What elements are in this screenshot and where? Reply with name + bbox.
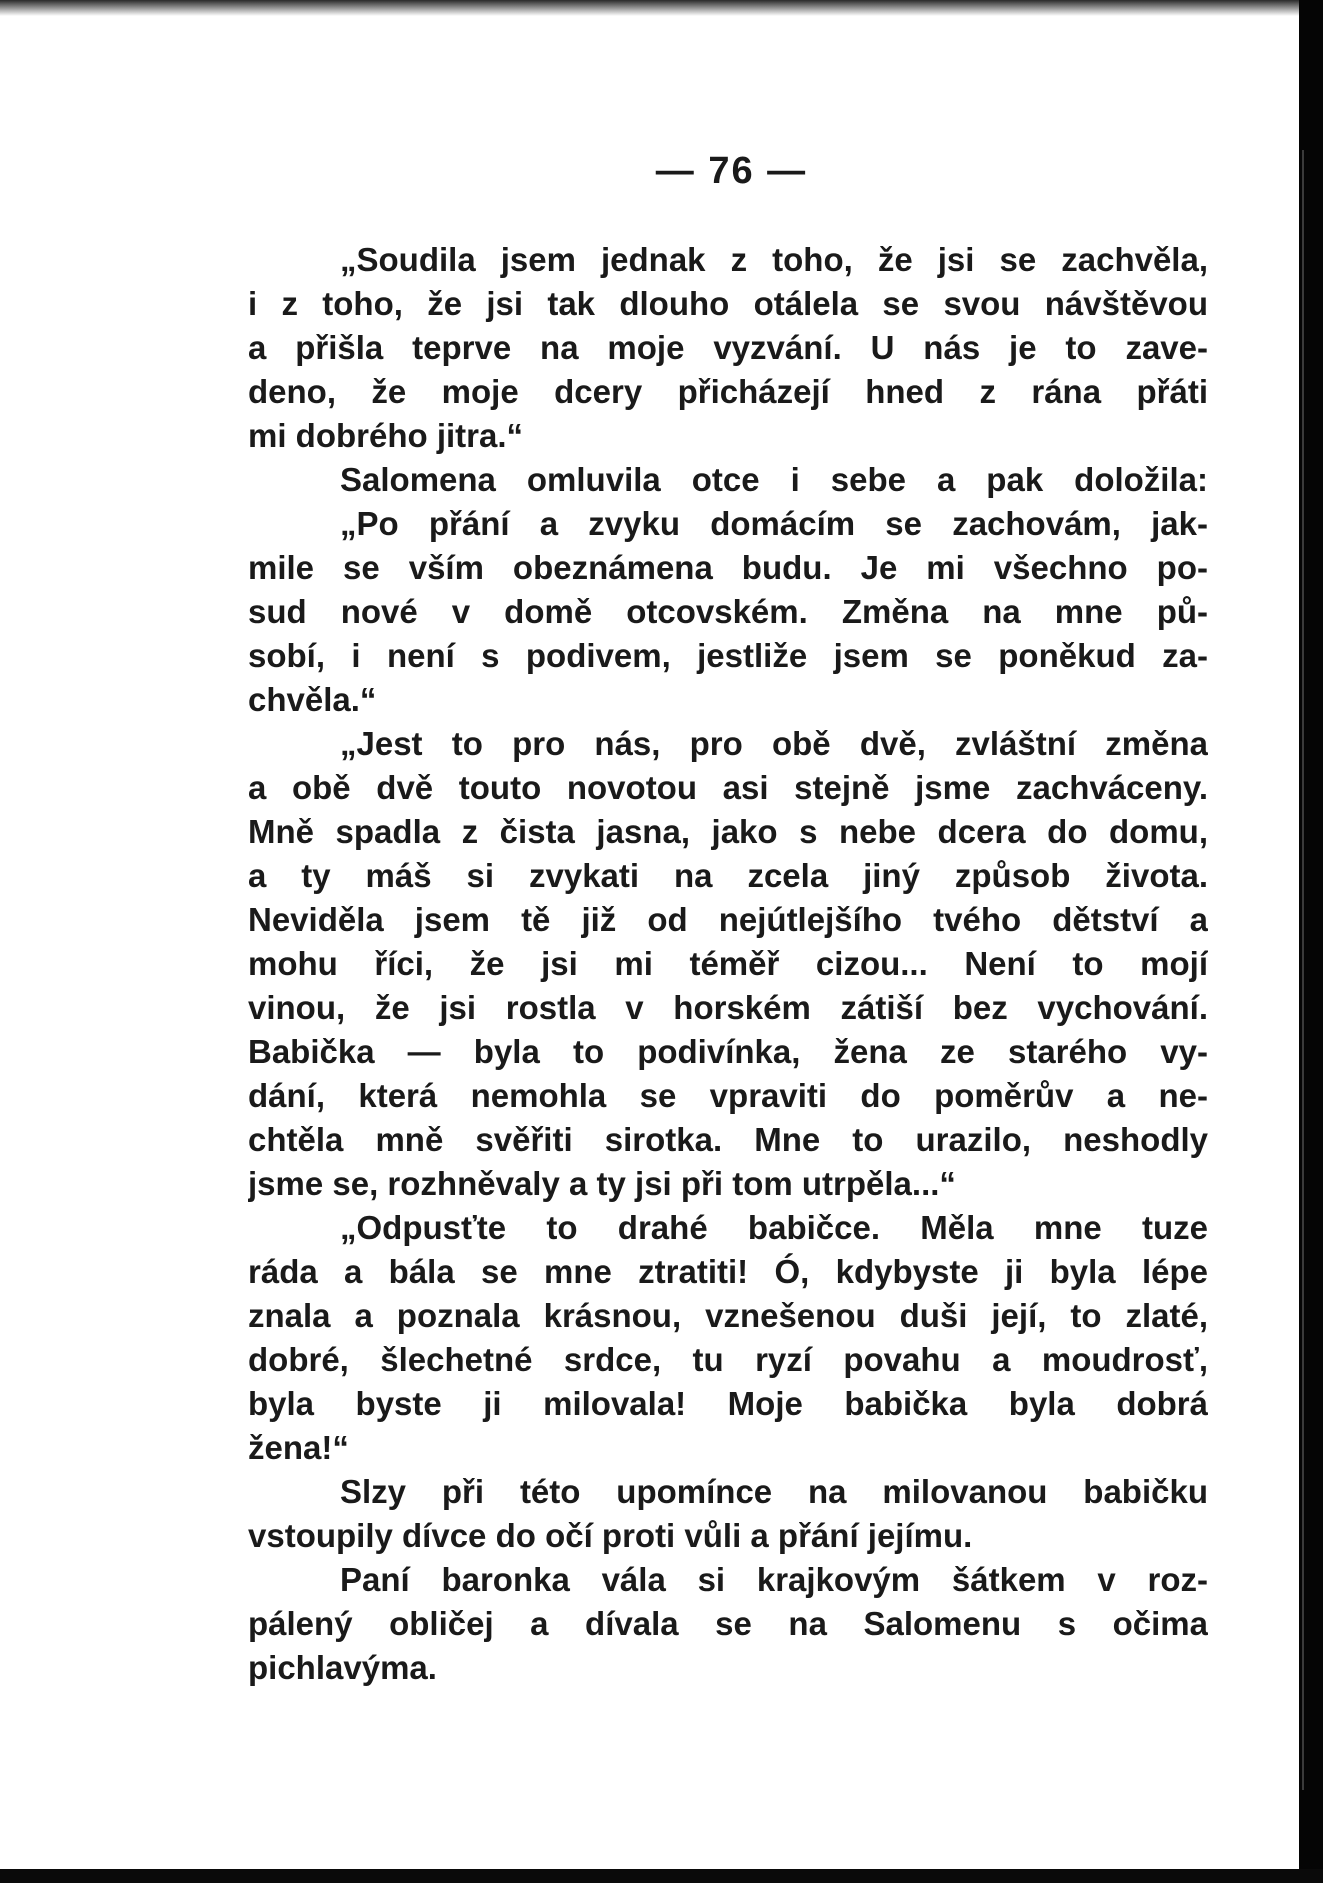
text-line: Neviděla jsem tě již od nejútlejšího tvého dětství a: [248, 901, 1208, 938]
scan-edge-top: [0, 0, 1323, 16]
text-line: vstoupily dívce do očí proti vůli a přání jejímu.: [248, 1517, 973, 1554]
text-line: sud nové v domě otcovském. Změna na mne pů-: [248, 593, 1208, 630]
text-line: „Odpusťte to drahé babičce. Měla mne tuze: [340, 1209, 1208, 1246]
text-line: pichlavýma.: [248, 1649, 437, 1686]
text-line: mile se vším obeznámena budu. Je mi všechno po-: [248, 549, 1208, 586]
margin-rule: [1302, 150, 1304, 1790]
text-line: a přišla teprve na moje vyzvání. U nás je to zave-: [248, 329, 1208, 366]
text-line: dobré, šlechetné srdce, tu ryzí povahu a moudrosť,: [248, 1341, 1208, 1378]
text-line: i z toho, že jsi tak dlouho otálela se svou návštěvou: [248, 285, 1208, 322]
text-line: znala a poznala krásnou, vznešenou duši její, to zlaté,: [248, 1297, 1208, 1334]
text-line: sobí, i není s podivem, jestliže jsem se poněkud za-: [248, 637, 1208, 674]
text-line: Slzy při této upomínce na milovanou babičku: [340, 1473, 1208, 1510]
text-line: Babička — byla to podivínka, žena ze starého vy-: [248, 1033, 1208, 1070]
text-line: a obě dvě touto novotou asi stejně jsme zachváceny.: [248, 769, 1208, 806]
text-line: byla byste ji milovala! Moje babička byla dobrá: [248, 1385, 1208, 1422]
text-line: a ty máš si zvykati na zcela jiný způsob života.: [248, 857, 1208, 894]
text-line: chvěla.“: [248, 681, 377, 718]
text-line: ráda a bála se mne ztratiti! Ó, kdybyste ji byla lépe: [248, 1253, 1208, 1290]
text-line: dání, která nemohla se vpraviti do poměrův a ne-: [248, 1077, 1208, 1114]
text-line: „Soudila jsem jednak z toho, že jsi se zachvěla,: [340, 241, 1208, 278]
text-line: Paní baronka vála si krajkovým šátkem v roz-: [340, 1561, 1208, 1598]
text-line: deno, že moje dcery přicházejí hned z rána přáti: [248, 373, 1208, 410]
scan-edge-bottom: [0, 1869, 1323, 1883]
text-line: „Po přání a zvyku domácím se zachovám, jak-: [340, 505, 1208, 542]
page-number: — 76 —: [655, 150, 808, 192]
text-line: pálený obličej a dívala se na Salomenu s očima: [248, 1605, 1208, 1642]
text-line: mohu říci, že jsi mi téměř cizou... Není to mojí: [248, 945, 1208, 982]
body-text: [248, 238, 1208, 1690]
text-line: „Jest to pro nás, pro obě dvě, zvláštní změna: [340, 725, 1208, 762]
text-line: vinou, že jsi rostla v horském zátiší bez vychování.: [248, 989, 1208, 1026]
text-line: chtěla mně svěřiti sirotka. Mne to urazilo, neshodly: [248, 1121, 1208, 1158]
text-line: Mně spadla z čista jasna, jako s nebe dcera do domu,: [248, 813, 1208, 850]
text-line: Salomena omluvila otce i sebe a pak doložila:: [340, 461, 1208, 498]
text-line: jsme se, rozhněvaly a ty jsi při tom utrpěla...“: [248, 1165, 956, 1202]
text-line: žena!“: [248, 1429, 349, 1466]
text-line: mi dobrého jitra.“: [248, 417, 524, 454]
